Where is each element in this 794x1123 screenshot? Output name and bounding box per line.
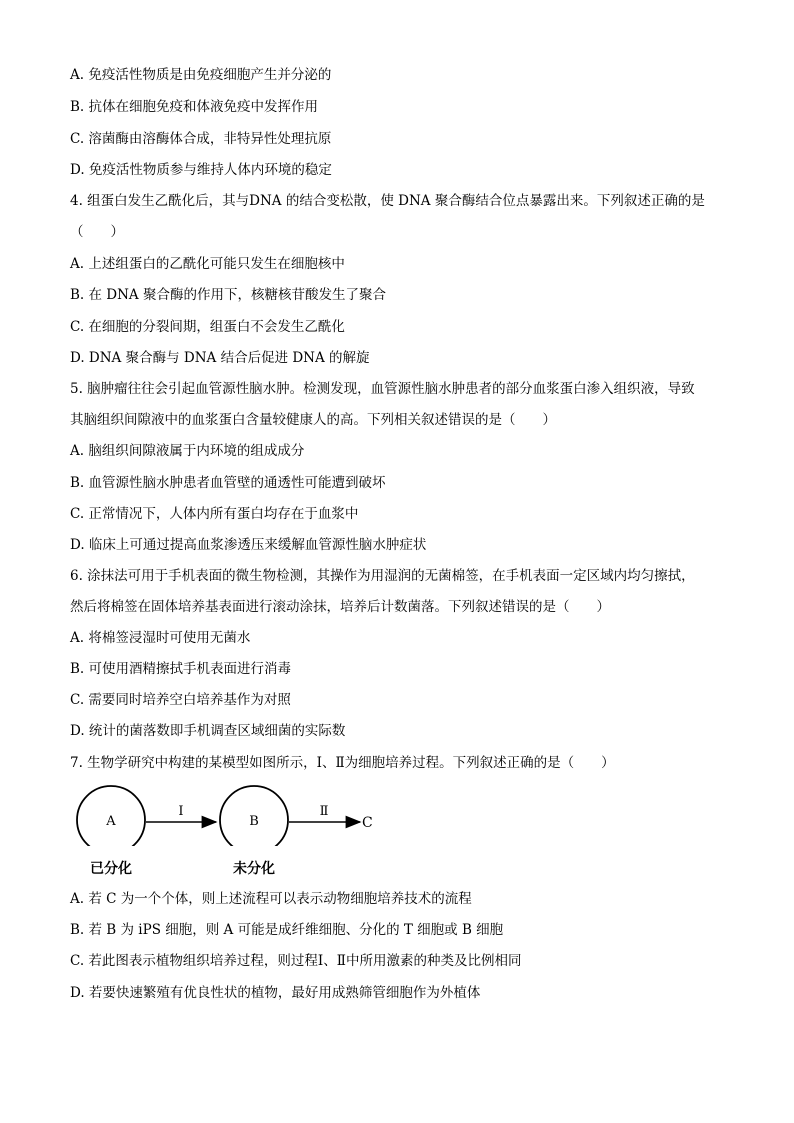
q3-option-c: C. 溶菌酶由溶酶体合成，非特异性处理抗原: [70, 131, 332, 147]
q4-option-b: B. 在 DNA 聚合酶的作用下，核糖核苷酸发生了聚合: [70, 287, 386, 303]
q6-option-c: C. 需要同时培养空白培养基作为对照: [70, 692, 291, 708]
q6-stem-line1: 6. 涂抹法可用于手机表面的微生物检测，其操作为用湿润的无菌棉签，在手机表面一定区域内均匀擦拭，: [70, 568, 695, 584]
q5-option-b: B. 血管源性脑水肿患者血管壁的通透性可能遭到破坏: [70, 475, 386, 491]
q3-option-b: B. 抗体在细胞免疫和体液免疫中发挥作用: [70, 99, 319, 115]
q5-option-c: C. 正常情况下，人体内所有蛋白均存在于血浆中: [70, 506, 359, 522]
q4-option-c: C. 在细胞的分裂间期，组蛋白不会发生乙酰化: [70, 319, 345, 335]
caption-undifferentiated: 未分化: [233, 861, 275, 877]
q5-option-d: D. 临床上可通过提高血浆渗透压来缓解血管源性脑水肿症状: [70, 537, 427, 553]
q4-stem-line1: 4. 组蛋白发生乙酰化后，其与DNA 的结合变松散，使 DNA 聚合酶结合位点暴露出来。下列叙述正确的是: [70, 193, 705, 209]
q4-option-d: D. DNA 聚合酶与 DNA 结合后促进 DNA 的解旋: [70, 350, 370, 366]
q7-option-a: A. 若 C 为一个个体，则上述流程可以表示动物细胞培养技术的流程: [70, 891, 472, 907]
q7-option-c: C. 若此图表示植物组织培养过程，则过程Ⅰ、Ⅱ中所用激素的种类及比例相同: [70, 953, 522, 969]
q7-stem: 7. 生物学研究中构建的某模型如图所示，Ⅰ、Ⅱ为细胞培养过程。下列叙述正确的是（ ）: [70, 755, 615, 771]
q3-option-a: A. 免疫活性物质是由免疫细胞产生并分泌的: [70, 67, 332, 83]
q6-option-b: B. 可使用酒精擦拭手机表面进行消毒: [70, 661, 292, 677]
caption-differentiated: 已分化: [90, 861, 132, 877]
q5-option-a: A. 脑组织间隙液属于内环境的组成成分: [70, 443, 305, 459]
q4-stem-line2: （ ）: [70, 224, 124, 240]
q4-option-a: A. 上述组蛋白的乙酰化可能只发生在细胞核中: [70, 256, 345, 272]
node-b-label: B: [249, 814, 259, 829]
q3-option-d: D. 免疫活性物质参与维持人体内环境的稳定: [70, 162, 332, 178]
node-c-label: C: [362, 815, 373, 831]
q6-option-d: D. 统计的菌落数即手机调查区域细菌的实际数: [70, 723, 346, 739]
q6-option-a: A. 将棉签浸湿时可使用无菌水: [70, 630, 251, 646]
q7-option-b: B. 若 B 为 iPS 细胞，则 A 可能是成纤维细胞、分化的 T 细胞或 B 细胞: [70, 922, 504, 938]
arrow-process-1-label: Ⅰ: [178, 804, 184, 819]
node-a-label: A: [106, 814, 116, 829]
q5-stem-line1: 5. 脑肿瘤往往会引起血管源性脑水肿。检测发现，血管源性脑水肿患者的部分血浆蛋白渗入组织液，导致: [70, 381, 695, 397]
q5-stem-line2: 其脑组织间隙液中的血浆蛋白含量较健康人的高。下列相关叙述错误的是（ ）: [70, 412, 556, 428]
cell-culture-diagram: [70, 782, 400, 846]
q6-stem-line2: 然后将棉签在固体培养基表面进行滚动涂抹，培养后计数菌落。下列叙述错误的是（ ）: [70, 599, 610, 615]
q7-option-d: D. 若要快速繁殖有优良性状的植物，最好用成熟筛管细胞作为外植体: [70, 985, 481, 1001]
arrow-process-2-label: Ⅱ: [319, 804, 329, 819]
